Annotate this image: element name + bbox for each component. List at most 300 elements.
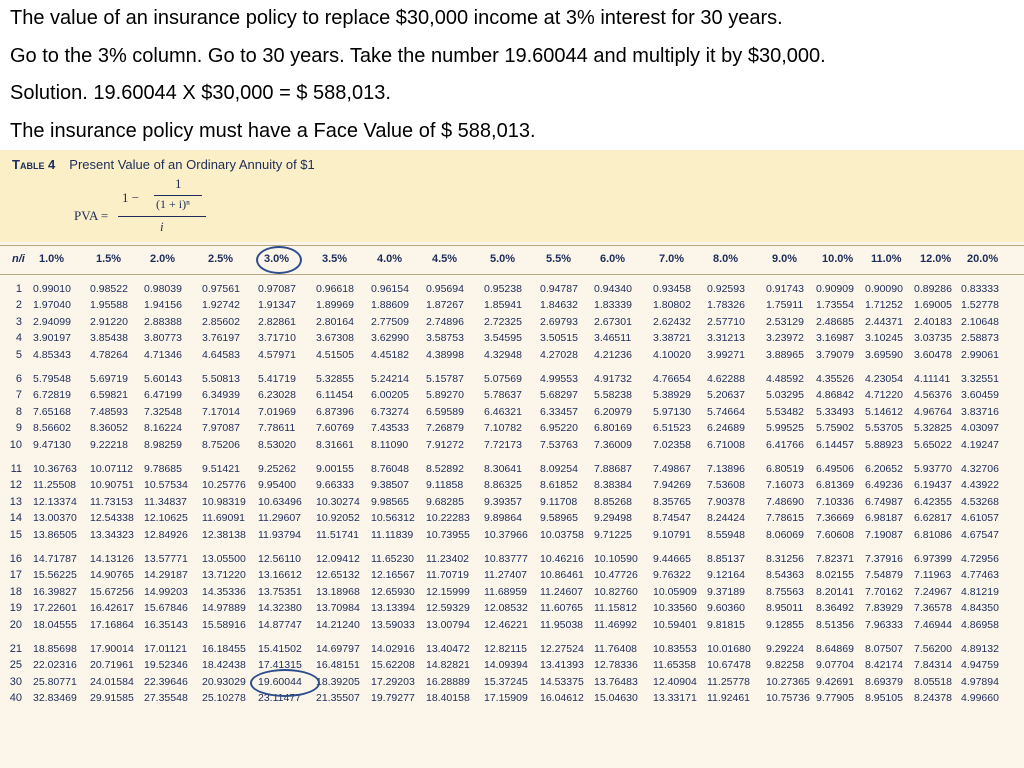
table-cell: 16.39827 — [33, 585, 77, 598]
table-cell: 10.86461 — [540, 569, 584, 582]
table-cell: 2.91220 — [90, 315, 128, 328]
table-cell: 6.11454 — [316, 389, 354, 402]
table-cell: 4.71220 — [865, 389, 903, 402]
table-cell: 9.77905 — [816, 692, 854, 705]
table-cell: 9.42691 — [816, 675, 854, 688]
table-cell: 7.10782 — [484, 422, 522, 435]
table-cell: 4.86958 — [961, 618, 999, 631]
intro-text — [10, 0, 1014, 150]
table-cell: 5.32855 — [316, 373, 354, 385]
table-cell: 14.02916 — [371, 643, 415, 655]
table-cell: 10.90751 — [90, 479, 134, 492]
table-cell: 10.25776 — [202, 479, 246, 492]
row-period: 14 — [9, 512, 22, 525]
formula-lhs: PVA = — [74, 208, 109, 223]
table-cell: 13.59033 — [371, 618, 415, 631]
table-cell: 2.88388 — [144, 315, 182, 328]
table-cell: 14.13126 — [90, 553, 134, 565]
table-cell: 11.76408 — [594, 643, 638, 655]
intro-line-2: Go to the 3% column. Go to 30 years. Take the number 19.60044 and multiply it by $30,000. — [10, 44, 826, 67]
table-cell: 15.56225 — [33, 569, 77, 582]
table-cell: 4.76654 — [653, 373, 691, 385]
table-cell: 0.98039 — [144, 283, 182, 295]
table-cell: 18.04555 — [33, 618, 77, 631]
table-cell: 9.98565 — [371, 495, 409, 508]
table-cell: 8.75206 — [202, 438, 240, 451]
table-cell: 12.46221 — [484, 618, 528, 631]
column-header-rate: 5.0% — [490, 253, 516, 265]
table-cell: 12.78336 — [594, 659, 638, 672]
column-header-rate: 1.0% — [39, 253, 65, 265]
table-cell: 0.89286 — [914, 283, 952, 295]
row-period: 2 — [15, 299, 22, 312]
table-cell: 3.31213 — [707, 332, 745, 345]
table-cell: 8.51356 — [816, 618, 854, 631]
table-cell: 13.76483 — [594, 675, 638, 688]
table-cell: 13.34323 — [90, 528, 134, 541]
table-cell: 12.16567 — [371, 569, 415, 582]
table-cell: 3.38721 — [653, 332, 691, 345]
column-header-rate: 7.0% — [659, 253, 685, 265]
table-cell: 5.50813 — [202, 373, 240, 385]
table-cell: 10.57534 — [144, 479, 188, 492]
table-cell: 6.51523 — [653, 422, 691, 435]
formula-inner-fraction-bar — [154, 195, 202, 196]
table-cell: 1.73554 — [816, 299, 854, 312]
table-cell: 6.98187 — [865, 512, 903, 525]
table-cell: 4.03097 — [961, 422, 999, 435]
table-cell: 13.86505 — [33, 528, 77, 541]
table-cell: 4.32948 — [484, 348, 522, 361]
table-cell: 14.09394 — [484, 659, 528, 672]
formula-one-minus: 1 − — [122, 190, 140, 205]
table-cell: 5.60143 — [144, 373, 182, 385]
table-cell: 0.95238 — [484, 283, 522, 295]
table-cell: 4.72956 — [961, 553, 999, 565]
table-cell: 24.01584 — [90, 675, 134, 688]
table-cell: 32.83469 — [33, 692, 77, 705]
table-cell: 6.81369 — [816, 479, 854, 492]
table-cell: 21.35507 — [316, 692, 360, 705]
table-cell: 0.95694 — [426, 283, 464, 295]
table-cell: 0.94340 — [594, 283, 632, 295]
table-cell: 14.35336 — [202, 585, 246, 598]
table-cell: 5.33493 — [816, 405, 854, 418]
table-cell: 14.69797 — [316, 643, 360, 655]
table-cell: 12.59329 — [426, 602, 470, 615]
table-cell: 4.43922 — [961, 479, 999, 492]
table-cell: 10.75736 — [766, 692, 810, 705]
table-cell: 6.49236 — [865, 479, 903, 492]
table-cell: 5.58238 — [594, 389, 632, 402]
table-cell: 11.25778 — [707, 675, 751, 688]
table-cell: 10.05909 — [653, 585, 697, 598]
table-cell: 8.85137 — [707, 553, 745, 565]
table-cell: 4.89132 — [961, 643, 999, 655]
table-cell: 7.46944 — [914, 618, 952, 631]
table-cell: 2.10648 — [961, 315, 999, 328]
table-cell: 8.54363 — [766, 569, 804, 582]
table-cell: 0.90090 — [865, 283, 903, 295]
table-cell: 15.67256 — [90, 585, 134, 598]
table-cell: 5.75902 — [816, 422, 854, 435]
column-header-rate: 4.5% — [432, 253, 458, 265]
table-cell: 4.96764 — [914, 405, 952, 418]
table-cell: 27.35548 — [144, 692, 188, 705]
table-cell: 7.94269 — [653, 479, 691, 492]
table-cell: 6.19437 — [914, 479, 952, 492]
table-cell: 4.86842 — [816, 389, 854, 402]
table-cell: 13.40472 — [426, 643, 470, 655]
row-period: 5 — [15, 348, 22, 361]
table-cell: 3.03735 — [914, 332, 952, 345]
table-cell: 11.51741 — [316, 528, 360, 541]
table-cell: 19.52346 — [144, 659, 188, 672]
table-cell: 8.56602 — [33, 422, 71, 435]
table-cell: 7.53608 — [707, 479, 745, 492]
table-cell: 0.83333 — [961, 283, 999, 295]
table-cell: 7.48593 — [90, 405, 128, 418]
header-bottom-rule — [0, 274, 1024, 275]
row-period: 13 — [9, 495, 22, 508]
table-cell: 4.57971 — [258, 348, 296, 361]
table-cell: 1.94156 — [144, 299, 182, 312]
table-cell: 4.32706 — [961, 463, 999, 475]
table-cell: 12.65930 — [371, 585, 415, 598]
table-cell: 7.10336 — [816, 495, 854, 508]
table-cell: 1.69005 — [914, 299, 952, 312]
table-cell: 2.67301 — [594, 315, 632, 328]
table-cell: 3.80773 — [144, 332, 182, 345]
formula-inner-denominator: (1 + i)ⁿ — [156, 197, 190, 211]
table-cell: 6.80169 — [594, 422, 632, 435]
table-cell: 15.41502 — [258, 643, 302, 655]
table-cell: 1.85941 — [484, 299, 522, 312]
table-cell: 7.90378 — [707, 495, 745, 508]
table-cell: 4.61057 — [961, 512, 999, 525]
row-period: 20 — [9, 618, 22, 631]
table-cell: 9.29498 — [594, 512, 632, 525]
table-cell: 8.98259 — [144, 438, 182, 451]
table-cell: 8.24378 — [914, 692, 952, 705]
table-cell: 6.74987 — [865, 495, 903, 508]
table-cell: 15.04630 — [594, 692, 638, 705]
column-header-rate: 11.0% — [871, 253, 902, 265]
table-cell: 5.65022 — [914, 438, 952, 451]
table-cell: 2.72325 — [484, 315, 522, 328]
table-cell: 9.78685 — [144, 463, 182, 475]
table-cell: 12.82115 — [484, 643, 528, 655]
table-cell: 9.29224 — [766, 643, 804, 655]
row-period: 19 — [9, 602, 22, 615]
table-cell: 9.22218 — [90, 438, 128, 451]
table-cell: 5.79548 — [33, 373, 71, 385]
table-cell: 9.51421 — [202, 463, 240, 475]
table-cell: 3.83716 — [961, 405, 999, 418]
table-cell: 8.61852 — [540, 479, 578, 492]
table-cell: 10.37966 — [484, 528, 528, 541]
table-cell: 8.42174 — [865, 659, 903, 672]
table-cell: 9.00155 — [316, 463, 354, 475]
column-header-rate: 12.0% — [920, 253, 952, 265]
table-cell: 25.10278 — [202, 692, 246, 705]
table-cell: 14.53375 — [540, 675, 584, 688]
table-cell: 22.39646 — [144, 675, 188, 688]
table-cell: 4.19247 — [961, 438, 999, 451]
table-cell: 7.17014 — [202, 405, 240, 418]
table-cell: 6.34939 — [202, 389, 240, 402]
table-cell: 5.20637 — [707, 389, 745, 402]
table-cell: 11.65358 — [653, 659, 697, 672]
table-cell: 11.73153 — [90, 495, 134, 508]
table-cell: 6.41766 — [766, 438, 804, 451]
table-cell: 10.01680 — [707, 643, 751, 655]
table-cell: 6.73274 — [371, 405, 409, 418]
table-cell: 13.00370 — [33, 512, 77, 525]
table-cell: 15.67846 — [144, 602, 188, 615]
table-cell: 8.53020 — [258, 438, 296, 451]
table-cell: 6.59821 — [90, 389, 128, 402]
table-cell: 0.92593 — [707, 283, 745, 295]
table-cell: 6.72819 — [33, 389, 71, 402]
table-cell: 2.69793 — [540, 315, 578, 328]
annuity-table — [0, 150, 1024, 768]
table-cell: 7.78611 — [258, 422, 296, 435]
table-cell: 8.11090 — [371, 438, 409, 451]
table-cell: 6.49506 — [816, 463, 854, 475]
table-cell: 14.82821 — [426, 659, 470, 672]
table-cell: 14.87747 — [258, 618, 302, 631]
table-cell: 6.23028 — [258, 389, 296, 402]
table-cell: 19.79277 — [371, 692, 415, 705]
table-cell: 4.35526 — [816, 373, 854, 385]
table-cell: 9.12855 — [766, 618, 804, 631]
table-cell: 3.90197 — [33, 332, 71, 345]
table-cell: 22.02316 — [33, 659, 77, 672]
table-cell: 6.20979 — [594, 405, 632, 418]
table-cell: 12.40904 — [653, 675, 697, 688]
table-cell: 16.35143 — [144, 618, 188, 631]
table-cell: 13.05500 — [202, 553, 246, 565]
table-cell: 11.92461 — [707, 692, 751, 705]
table-cell: 8.35765 — [653, 495, 691, 508]
table-cell: 5.78637 — [484, 389, 522, 402]
column-header-rate: 8.0% — [713, 253, 739, 265]
table-cell: 10.03758 — [540, 528, 584, 541]
table-cell: 6.80519 — [766, 463, 804, 475]
table-cell: 11.69091 — [202, 512, 246, 525]
table-cell: 3.16987 — [816, 332, 854, 345]
table-cell: 5.89270 — [426, 389, 464, 402]
table-cell: 7.36578 — [914, 602, 952, 615]
table-cell: 10.27365 — [766, 675, 810, 688]
table-cell: 12.10625 — [144, 512, 188, 525]
intro-line-1: The value of an insurance policy to replace $30,000 income at 3% interest for 30 years. — [10, 7, 783, 29]
column-header-rate: 6.0% — [600, 253, 626, 265]
column-header-rate: 5.5% — [546, 253, 572, 265]
table-cell: 10.83777 — [484, 553, 528, 565]
table-cell: 3.79079 — [816, 348, 854, 361]
table-cell: 2.44371 — [865, 315, 903, 328]
table-cell: 8.55948 — [707, 528, 745, 541]
table-cell: 15.58916 — [202, 618, 246, 631]
table-cell: 6.97399 — [914, 553, 952, 565]
table-cell: 8.86325 — [484, 479, 522, 492]
table-cell: 10.47726 — [594, 569, 638, 582]
table-cell: 16.48151 — [316, 659, 360, 672]
table-cell: 4.94759 — [961, 659, 999, 672]
table-cell: 8.36492 — [816, 602, 854, 615]
table-cell: 8.31661 — [316, 438, 354, 451]
table-cell: 5.99525 — [766, 422, 804, 435]
table-cell: 10.92052 — [316, 512, 360, 525]
table-cell: 3.76197 — [202, 332, 240, 345]
table-cell: 0.90909 — [816, 283, 854, 295]
row-period: 21 — [9, 643, 22, 655]
table-cell: 17.15909 — [484, 692, 528, 705]
table-cell: 6.81086 — [914, 528, 952, 541]
table-cell: 6.95220 — [540, 422, 578, 435]
row-period: 4 — [15, 332, 22, 345]
table-cell: 3.99271 — [707, 348, 745, 361]
table-cell: 29.91585 — [90, 692, 134, 705]
table-cell: 5.15787 — [426, 373, 464, 385]
table-cell: 8.95105 — [865, 692, 903, 705]
table-cell: 25.80771 — [33, 675, 77, 688]
table-cell: 10.10590 — [594, 553, 638, 565]
table-cell: 12.65132 — [316, 569, 360, 582]
table-cell: 14.97889 — [202, 602, 246, 615]
row-period: 40 — [9, 692, 22, 705]
table-cell: 7.48690 — [766, 495, 804, 508]
table-cell: 4.99660 — [961, 692, 999, 705]
table-cell: 4.91732 — [594, 373, 632, 385]
table-cell: 5.93770 — [914, 463, 952, 475]
table-cell: 7.54879 — [865, 569, 903, 582]
table-cell: 7.88687 — [594, 463, 632, 475]
table-cell: 11.34837 — [144, 495, 188, 508]
table-cell: 13.33171 — [653, 692, 697, 705]
table-cell: 6.62817 — [914, 512, 952, 525]
table-cell: 0.97087 — [258, 283, 296, 295]
table-cell: 10.07112 — [90, 463, 134, 475]
table-cell: 6.59589 — [426, 405, 464, 418]
table-cell: 16.18455 — [202, 643, 246, 655]
table-cell: 13.41393 — [540, 659, 584, 672]
table-cell: 9.11858 — [426, 479, 464, 492]
pva-formula — [74, 176, 244, 238]
table-cell: 7.82371 — [816, 553, 854, 565]
table-cell: 12.27524 — [540, 643, 584, 655]
table-cell: 2.80164 — [316, 315, 354, 328]
table-cell: 23.11477 — [258, 692, 302, 705]
table-cell: 5.74664 — [707, 405, 745, 418]
formula-denominator: i — [160, 219, 164, 234]
table-cell: 1.92742 — [202, 299, 240, 312]
table-cell: 0.96618 — [316, 283, 354, 295]
table-cell: 3.54595 — [484, 332, 522, 345]
table-cell: 9.11708 — [540, 495, 578, 508]
table-cell: 10.59401 — [653, 618, 697, 631]
table-cell: 4.56376 — [914, 389, 952, 402]
table-cell: 7.01969 — [258, 405, 296, 418]
table-cell: 4.99553 — [540, 373, 578, 385]
table-cell: 9.37189 — [707, 585, 745, 598]
column-header-rate: 2.0% — [150, 253, 176, 265]
table-cell: 7.11963 — [914, 569, 952, 582]
table-cell: 13.16612 — [258, 569, 302, 582]
table-cell: 11.95038 — [540, 618, 584, 631]
table-cell: 0.99010 — [33, 283, 71, 295]
table-cell: 14.71787 — [33, 553, 77, 565]
table-cell: 8.64869 — [816, 643, 854, 655]
table-cell: 14.21240 — [316, 618, 360, 631]
table-cell: 6.46321 — [484, 405, 522, 418]
table-cell: 13.13394 — [371, 602, 415, 615]
table-cell: 17.41315 — [258, 659, 302, 672]
table-cell: 3.60478 — [914, 348, 952, 361]
table-cell: 3.62990 — [371, 332, 409, 345]
table-cell: 18.40158 — [426, 692, 470, 705]
table-cell: 17.16864 — [90, 618, 134, 631]
table-cell: 5.68297 — [540, 389, 578, 402]
table-cell: 5.24214 — [371, 373, 409, 385]
table-cell: 12.84926 — [144, 528, 188, 541]
table-cell: 7.84314 — [914, 659, 952, 672]
table-cell: 11.29607 — [258, 512, 302, 525]
table-cell: 18.39205 — [316, 675, 360, 688]
highlight-column-ring — [256, 246, 302, 274]
table-cell: 2.99061 — [961, 348, 999, 361]
table-cell: 4.11141 — [914, 373, 951, 385]
row-period: 30 — [9, 675, 22, 688]
table-cell: 10.36763 — [33, 463, 77, 475]
table-cell: 5.69719 — [90, 373, 128, 385]
table-cell: 10.63496 — [258, 495, 302, 508]
table-cell: 6.87396 — [316, 405, 354, 418]
table-cell: 4.84350 — [961, 602, 999, 615]
table-cell: 7.60608 — [816, 528, 854, 541]
table-cell: 11.11839 — [371, 528, 414, 541]
table-cell: 15.37245 — [484, 675, 528, 688]
table-cell: 4.85343 — [33, 348, 71, 361]
row-period: 11 — [10, 463, 22, 475]
table-cell: 4.62288 — [707, 373, 745, 385]
table-cell: 12.09412 — [316, 553, 360, 565]
table-number: Table 4 — [12, 157, 56, 172]
table-cell: 12.15999 — [426, 585, 470, 598]
table-cell: 5.53482 — [766, 405, 804, 418]
column-header-rate: 10.0% — [822, 253, 854, 265]
table-cell: 8.20141 — [816, 585, 854, 598]
table-cell: 16.42617 — [90, 602, 134, 615]
table-cell: 9.81815 — [707, 618, 745, 631]
table-cell: 7.83929 — [865, 602, 903, 615]
table-cell: 11.68959 — [484, 585, 528, 598]
table-cell: 1.84632 — [540, 299, 578, 312]
table-cell: 7.72173 — [484, 438, 522, 451]
table-cell: 9.47130 — [33, 438, 71, 451]
row-period: 25 — [9, 659, 22, 672]
table-cell: 9.71225 — [594, 528, 632, 541]
table-cell: 2.85602 — [202, 315, 240, 328]
table-cell: 6.20652 — [865, 463, 903, 475]
table-cell: 7.97087 — [202, 422, 240, 435]
table-cell: 1.87267 — [426, 299, 464, 312]
table-cell: 7.32548 — [144, 405, 182, 418]
table-cell: 1.78326 — [707, 299, 745, 312]
column-header-rate: 2.5% — [208, 253, 234, 265]
